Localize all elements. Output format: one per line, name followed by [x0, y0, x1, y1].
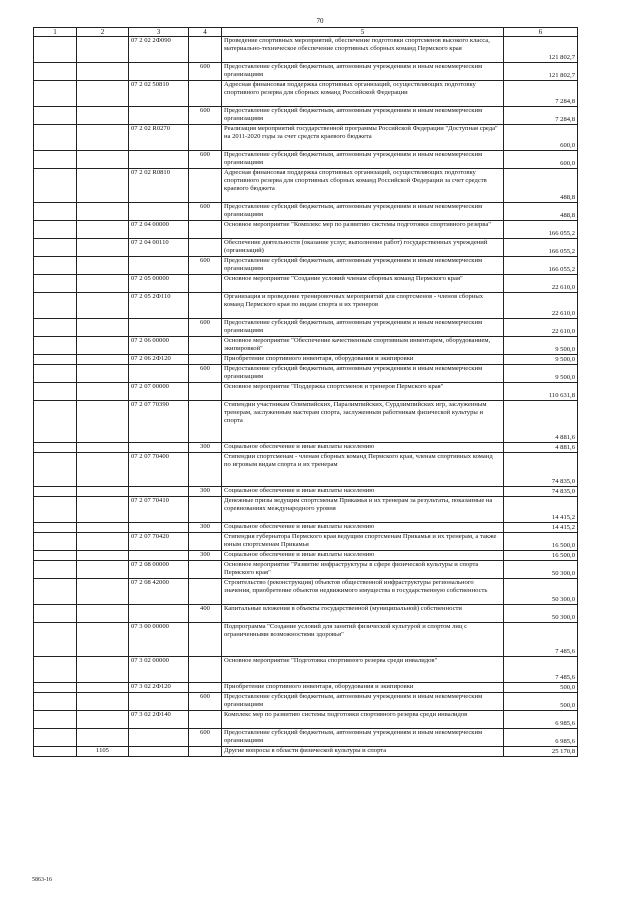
description-cell: Денежные призы ведущим спортсменам Прикамья и их тренерам за результаты, показанные на соревнованиях международного уровня	[222, 497, 504, 523]
section-code-cell	[77, 275, 129, 293]
target-code-cell: 07 2 07 70400	[129, 453, 189, 487]
table-row	[34, 81, 578, 107]
header-col-6: 6	[504, 28, 578, 37]
expense-type-cell	[189, 657, 222, 683]
expense-type-cell: 600	[189, 257, 222, 275]
section-code-cell	[77, 383, 129, 401]
table-row	[34, 239, 578, 257]
section-code-cell	[77, 37, 129, 63]
description-cell: Основное мероприятие "Развитие инфраструктуры в сфере физической культуры и спорта Пермского края"	[222, 561, 504, 579]
col1-cell	[34, 623, 77, 657]
description-cell: Социальное обеспечение и иные выплаты населению	[222, 487, 504, 497]
description-cell: Социальное обеспечение и иные выплаты населению	[222, 443, 504, 453]
target-code-cell	[129, 107, 189, 125]
description-cell: Основное мероприятие "Создание условий членам сборных команд Пермского края"	[222, 275, 504, 293]
target-code-cell: 07 2 02 R0810	[129, 169, 189, 203]
section-code-cell	[77, 63, 129, 81]
section-code-cell	[77, 203, 129, 221]
col1-cell	[34, 81, 77, 107]
section-code-cell	[77, 169, 129, 203]
description-cell: Приобретение спортивного инвентаря, оборудования и экипировки	[222, 355, 504, 365]
col1-cell	[34, 37, 77, 63]
section-code-cell	[77, 683, 129, 693]
col1-cell	[34, 383, 77, 401]
table-row	[34, 711, 578, 729]
table-row	[34, 533, 578, 551]
section-code-cell	[77, 401, 129, 443]
expense-type-cell	[189, 293, 222, 319]
col1-cell	[34, 561, 77, 579]
amount-cell: 50 300,0	[504, 605, 578, 623]
target-code-cell	[129, 443, 189, 453]
section-code-cell	[77, 107, 129, 125]
expense-type-cell	[189, 401, 222, 443]
description-cell: Стипендии спортсменам - членам сборных команд Пермского края, членам спортивных команд по игровым видам спорта и их тренерам	[222, 453, 504, 487]
col1-cell	[34, 275, 77, 293]
table-row	[34, 401, 578, 443]
target-code-cell	[129, 257, 189, 275]
target-code-cell: 07 2 02 2Ф090	[129, 37, 189, 63]
amount-cell: 25 170,8	[504, 747, 578, 757]
target-code-cell	[129, 605, 189, 623]
section-code-cell	[77, 657, 129, 683]
target-code-cell: 07 2 07 00000	[129, 383, 189, 401]
col1-cell	[34, 107, 77, 125]
amount-cell: 121 802,7	[504, 63, 578, 81]
target-code-cell: 07 2 04 00110	[129, 239, 189, 257]
expense-type-cell	[189, 125, 222, 151]
table-row	[34, 337, 578, 355]
col1-cell	[34, 657, 77, 683]
target-code-cell	[129, 203, 189, 221]
table-row	[34, 693, 578, 711]
amount-cell: 4 881,6	[504, 443, 578, 453]
section-code-cell	[77, 533, 129, 551]
target-code-cell: 07 2 07 70420	[129, 533, 189, 551]
section-code-cell	[77, 443, 129, 453]
amount-cell: 7 485,6	[504, 623, 578, 657]
amount-cell: 9 500,0	[504, 355, 578, 365]
expense-type-cell	[189, 275, 222, 293]
section-code-cell	[77, 729, 129, 747]
col1-cell	[34, 355, 77, 365]
table-row	[34, 747, 578, 757]
description-cell: Капитальные вложения в объекты государственной (муниципальной) собственности	[222, 605, 504, 623]
description-cell: Строительство (реконструкция) объектов общественной инфраструктуры регионального значения, приобретение объектов недвижимого имущества в государственную собственность	[222, 579, 504, 605]
expense-type-cell: 600	[189, 693, 222, 711]
amount-cell: 9 500,0	[504, 337, 578, 355]
target-code-cell	[129, 319, 189, 337]
target-code-cell: 07 3 02 00000	[129, 657, 189, 683]
table-row	[34, 523, 578, 533]
description-cell: Социальное обеспечение и иные выплаты населению	[222, 551, 504, 561]
table-row	[34, 657, 578, 683]
col1-cell	[34, 579, 77, 605]
table-row	[34, 37, 578, 63]
description-cell: Подпрограмма "Создание условий для занятий физической культурой и спортом лиц с ограниченными возможностями здоровья"	[222, 623, 504, 657]
amount-cell: 7 284,8	[504, 107, 578, 125]
amount-cell: 500,0	[504, 693, 578, 711]
expense-type-cell	[189, 355, 222, 365]
amount-cell: 166 055,2	[504, 239, 578, 257]
table-row	[34, 579, 578, 605]
target-code-cell	[129, 551, 189, 561]
table-row	[34, 203, 578, 221]
col1-cell	[34, 203, 77, 221]
table-body	[34, 37, 578, 757]
expense-type-cell: 600	[189, 365, 222, 383]
target-code-cell: 07 2 08 42000	[129, 579, 189, 605]
expense-type-cell: 300	[189, 523, 222, 533]
amount-cell: 22 610,0	[504, 275, 578, 293]
col1-cell	[34, 169, 77, 203]
expense-type-cell	[189, 711, 222, 729]
target-code-cell: 07 2 08 00000	[129, 561, 189, 579]
col1-cell	[34, 523, 77, 533]
target-code-cell: 07 2 05 00000	[129, 275, 189, 293]
table-row	[34, 561, 578, 579]
section-code-cell	[77, 151, 129, 169]
description-cell: Предоставление субсидий бюджетным, автономным учреждениям и иным некоммерческим организациям	[222, 63, 504, 81]
expense-type-cell	[189, 169, 222, 203]
description-cell: Предоставление субсидий бюджетным, автономным учреждениям и иным некоммерческим организациям	[222, 693, 504, 711]
target-code-cell	[129, 151, 189, 169]
target-code-cell	[129, 693, 189, 711]
section-code-cell	[77, 293, 129, 319]
description-cell: Приобретение спортивного инвентаря, оборудования и экипировки	[222, 683, 504, 693]
section-code-cell	[77, 453, 129, 487]
amount-cell: 74 835,0	[504, 453, 578, 487]
description-cell: Основное мероприятие "Обеспечение качественным спортивным инвентарем, оборудованием, экипировкой"	[222, 337, 504, 355]
amount-cell: 4 881,6	[504, 401, 578, 443]
section-code-cell	[77, 711, 129, 729]
section-code-cell: 1105	[77, 747, 129, 757]
amount-cell: 121 802,7	[504, 37, 578, 63]
header-col-2: 2	[77, 28, 129, 37]
table-row	[34, 487, 578, 497]
description-cell: Основное мероприятие "Поддержка спортсменов и тренеров Пермского края"	[222, 383, 504, 401]
col1-cell	[34, 63, 77, 81]
amount-cell: 7 485,6	[504, 657, 578, 683]
col1-cell	[34, 337, 77, 355]
table-row	[34, 355, 578, 365]
description-cell: Организация и проведение тренировочных мероприятий для спортсменов - членов сборных команд Пермского края по видам спорта и их тренеров	[222, 293, 504, 319]
section-code-cell	[77, 365, 129, 383]
expense-type-cell	[189, 747, 222, 757]
col1-cell	[34, 221, 77, 239]
description-cell: Предоставление субсидий бюджетным, автономным учреждениям и иным некоммерческим организациям	[222, 365, 504, 383]
amount-cell: 166 055,2	[504, 257, 578, 275]
table-row	[34, 605, 578, 623]
section-code-cell	[77, 221, 129, 239]
section-code-cell	[77, 355, 129, 365]
description-cell: Обеспечение деятельности (оказание услуг, выполнение работ) государственных учреждений (организаций)	[222, 239, 504, 257]
target-code-cell: 07 2 07 70390	[129, 401, 189, 443]
table-row	[34, 257, 578, 275]
section-code-cell	[77, 623, 129, 657]
header-col-5: 5	[222, 28, 504, 37]
target-code-cell: 07 2 07 70410	[129, 497, 189, 523]
target-code-cell: 07 2 06 2Ф120	[129, 355, 189, 365]
table-row	[34, 729, 578, 747]
amount-cell: 500,0	[504, 683, 578, 693]
expense-type-cell	[189, 683, 222, 693]
target-code-cell: 07 2 06 00000	[129, 337, 189, 355]
description-cell: Стипендии участникам Олимпийских, Паралимпийских, Сурдлимпийских игр, заслуженным тренерам, заслуженным мастерам спорта, заслуженным работникам физической культуры и спорта	[222, 401, 504, 443]
table-row	[34, 365, 578, 383]
section-code-cell	[77, 257, 129, 275]
expense-type-cell	[189, 221, 222, 239]
section-code-cell	[77, 81, 129, 107]
amount-cell: 488,8	[504, 169, 578, 203]
amount-cell: 22 610,0	[504, 293, 578, 319]
expense-type-cell: 600	[189, 151, 222, 169]
expense-type-cell	[189, 497, 222, 523]
table-row	[34, 319, 578, 337]
page-number: 70	[316, 17, 324, 25]
section-code-cell	[77, 487, 129, 497]
target-code-cell	[129, 729, 189, 747]
col1-cell	[34, 365, 77, 383]
header-col-1: 1	[34, 28, 77, 37]
col1-cell	[34, 293, 77, 319]
amount-cell: 7 284,8	[504, 81, 578, 107]
section-code-cell	[77, 579, 129, 605]
col1-cell	[34, 453, 77, 487]
header-col-4: 4	[189, 28, 222, 37]
expense-type-cell	[189, 337, 222, 355]
section-code-cell	[77, 239, 129, 257]
col1-cell	[34, 257, 77, 275]
expense-type-cell: 600	[189, 729, 222, 747]
expense-type-cell	[189, 453, 222, 487]
description-cell: Проведение спортивных мероприятий, обеспечение подготовки спортсменов высокого класса, материально-техническое обеспечение спортивных сборных команд Пермского края	[222, 37, 504, 63]
amount-cell: 9 500,0	[504, 365, 578, 383]
description-cell: Другие вопросы в области физической культуры и спорта	[222, 747, 504, 757]
description-cell: Адресная финансовая поддержка спортивных организаций, осуществляющих подготовку спортивного резерва для спортивных сборных команд Российской Федерации за счет средств краевого бюджета	[222, 169, 504, 203]
description-cell: Предоставление субсидий бюджетным, автономным учреждениям и иным некоммерческим организациям	[222, 151, 504, 169]
section-code-cell	[77, 497, 129, 523]
table-row	[34, 551, 578, 561]
amount-cell: 22 610,0	[504, 319, 578, 337]
target-code-cell	[129, 487, 189, 497]
col1-cell	[34, 125, 77, 151]
amount-cell: 74 835,0	[504, 487, 578, 497]
description-cell: Комплекс мер по развитию системы подготовки спортивного резерва среди инвалидов	[222, 711, 504, 729]
table-row	[34, 275, 578, 293]
expense-type-cell: 600	[189, 107, 222, 125]
section-code-cell	[77, 319, 129, 337]
section-code-cell	[77, 551, 129, 561]
col1-cell	[34, 551, 77, 561]
description-cell: Реализация мероприятий государственной программы Российской Федерации "Доступная среда" на 2011-2020 годы за счет средств краевого бюджета	[222, 125, 504, 151]
amount-cell: 50 300,0	[504, 579, 578, 605]
section-code-cell	[77, 605, 129, 623]
expense-type-cell: 400	[189, 605, 222, 623]
description-cell: Основное мероприятие "Комплекс мер по развитию системы подготовки спортивного резерва"	[222, 221, 504, 239]
description-cell: Адресная финансовая поддержка спортивных организаций, осуществляющих подготовку спортивного резерва для сборных команд Российской Федерации	[222, 81, 504, 107]
amount-cell: 600,0	[504, 125, 578, 151]
budget-table	[33, 27, 578, 757]
target-code-cell: 07 2 05 2Ф110	[129, 293, 189, 319]
description-cell: Предоставление субсидий бюджетным, автономным учреждениям и иным некоммерческим организациям	[222, 319, 504, 337]
amount-cell: 16 500,0	[504, 533, 578, 551]
amount-cell: 110 631,8	[504, 383, 578, 401]
table-row	[34, 169, 578, 203]
table-row	[34, 151, 578, 169]
section-code-cell	[77, 523, 129, 533]
col1-cell	[34, 443, 77, 453]
table-row	[34, 293, 578, 319]
description-cell: Основное мероприятие "Подготовка спортивного резерва среди инвалидов"	[222, 657, 504, 683]
amount-cell: 600,0	[504, 151, 578, 169]
header-col-3: 3	[129, 28, 189, 37]
expense-type-cell: 300	[189, 551, 222, 561]
col1-cell	[34, 319, 77, 337]
description-cell: Предоставление субсидий бюджетным, автономным учреждениям и иным некоммерческим организациям	[222, 107, 504, 125]
amount-cell: 488,8	[504, 203, 578, 221]
expense-type-cell	[189, 623, 222, 657]
col1-cell	[34, 401, 77, 443]
target-code-cell	[129, 63, 189, 81]
table-row	[34, 383, 578, 401]
table-row	[34, 125, 578, 151]
target-code-cell: 07 2 02 50810	[129, 81, 189, 107]
table-row	[34, 63, 578, 81]
col1-cell	[34, 693, 77, 711]
target-code-cell	[129, 523, 189, 533]
amount-cell: 6 985,6	[504, 711, 578, 729]
amount-cell: 16 500,0	[504, 551, 578, 561]
target-code-cell: 07 2 04 00000	[129, 221, 189, 239]
amount-cell: 50 300,0	[504, 561, 578, 579]
col1-cell	[34, 729, 77, 747]
col1-cell	[34, 683, 77, 693]
expense-type-cell: 300	[189, 487, 222, 497]
section-code-cell	[77, 561, 129, 579]
target-code-cell: 07 2 02 R0270	[129, 125, 189, 151]
expense-type-cell	[189, 81, 222, 107]
expense-type-cell: 600	[189, 63, 222, 81]
col1-cell	[34, 747, 77, 757]
expense-type-cell: 600	[189, 203, 222, 221]
description-cell: Социальное обеспечение и иные выплаты населению	[222, 523, 504, 533]
target-code-cell	[129, 365, 189, 383]
table-row	[34, 623, 578, 657]
section-code-cell	[77, 693, 129, 711]
target-code-cell: 07 3 02 2Ф140	[129, 711, 189, 729]
expense-type-cell	[189, 561, 222, 579]
amount-cell: 14 415,2	[504, 523, 578, 533]
amount-cell: 14 415,2	[504, 497, 578, 523]
description-cell: Предоставление субсидий бюджетным, автономным учреждениям и иным некоммерческим организациям	[222, 257, 504, 275]
target-code-cell: 07 3 02 2Ф120	[129, 683, 189, 693]
expense-type-cell	[189, 579, 222, 605]
table-row	[34, 443, 578, 453]
section-code-cell	[77, 125, 129, 151]
expense-type-cell	[189, 37, 222, 63]
col1-cell	[34, 533, 77, 551]
col1-cell	[34, 151, 77, 169]
col1-cell	[34, 239, 77, 257]
table-row	[34, 453, 578, 487]
section-code-cell	[77, 337, 129, 355]
table-row	[34, 683, 578, 693]
col1-cell	[34, 605, 77, 623]
footer-code: 5863-16	[32, 877, 52, 883]
table-row	[34, 497, 578, 523]
expense-type-cell: 600	[189, 319, 222, 337]
target-code-cell	[129, 747, 189, 757]
expense-type-cell	[189, 533, 222, 551]
amount-cell: 6 985,6	[504, 729, 578, 747]
expense-type-cell: 300	[189, 443, 222, 453]
target-code-cell: 07 3 00 00000	[129, 623, 189, 657]
col1-cell	[34, 711, 77, 729]
table-row	[34, 107, 578, 125]
description-cell: Предоставление субсидий бюджетным, автономным учреждениям и иным некоммерческим организациям	[222, 203, 504, 221]
table-row	[34, 221, 578, 239]
header-row	[34, 28, 578, 37]
expense-type-cell	[189, 239, 222, 257]
col1-cell	[34, 487, 77, 497]
description-cell: Стипендия губернатора Пермского края ведущим спортсменам Прикамья и их тренерам, а также юным спортсменам Прикамья	[222, 533, 504, 551]
col1-cell	[34, 497, 77, 523]
description-cell: Предоставление субсидий бюджетным, автономным учреждениям и иным некоммерческим организациям	[222, 729, 504, 747]
expense-type-cell	[189, 383, 222, 401]
amount-cell: 166 055,2	[504, 221, 578, 239]
